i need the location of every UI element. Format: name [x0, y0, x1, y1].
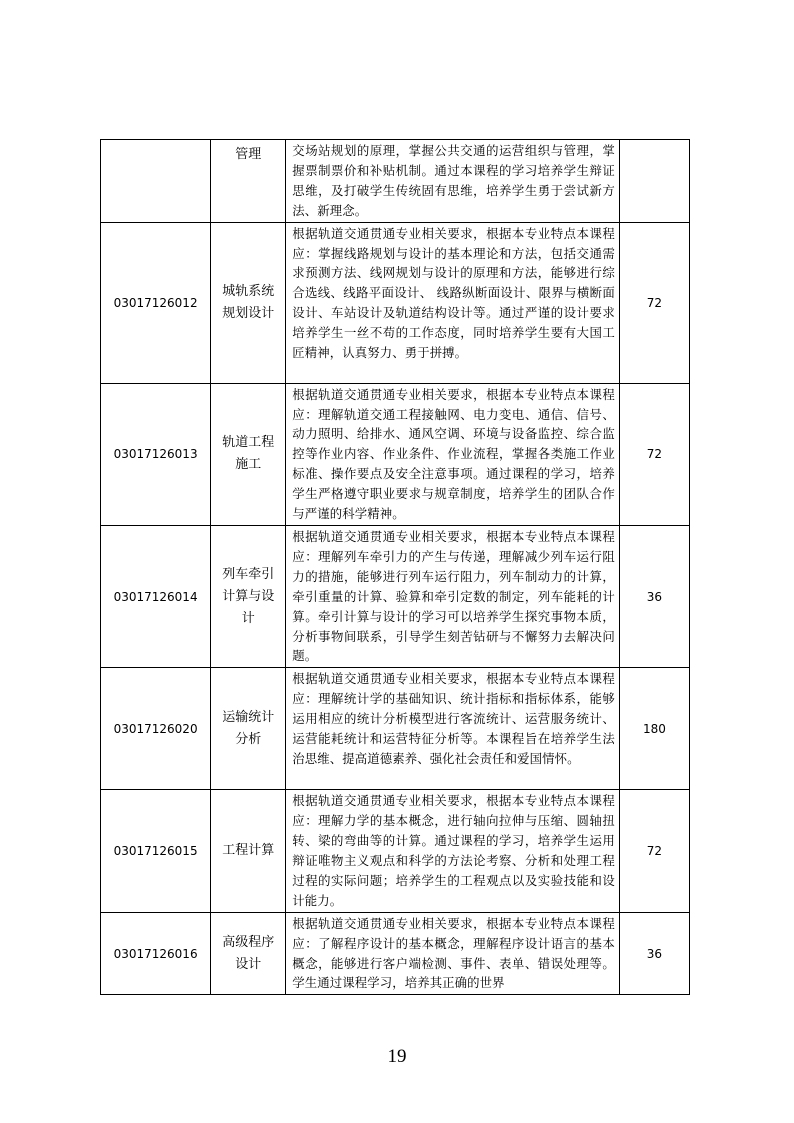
- table-row: [101, 525, 690, 667]
- table-row: [101, 140, 690, 223]
- course-code: 03017126016: [101, 912, 211, 995]
- course-hours: 36: [619, 525, 689, 667]
- course-code: 03017126015: [101, 790, 211, 912]
- course-code: [101, 140, 211, 223]
- course-description: 根据轨道交通贯通专业相关要求，根据本专业特点本课程应：理解力学的基本概念，进行轴向拉伸与压缩、圆轴扭转、梁的弯曲等的计算。通过课程的学习，培养学生运用辩证唯物主义观点和科学的方法论考察、分析和处理工程过程的实际问题；培养学生的工程观点以及实验技能和设计能力。: [286, 790, 620, 912]
- course-code: 03017126013: [101, 383, 211, 525]
- course-name: 管理: [211, 140, 286, 223]
- course-description: 根据轨道交通贯通专业相关要求，根据本专业特点本课程应：理解统计学的基础知识、统计指标和指标体系，能够运用相应的统计分析模型进行客流统计、运营服务统计、运营能耗统计和运营特征分析等。本课程旨在培养学生法治思维、提高道德素养、强化社会责任和爱国情怀。: [286, 668, 620, 790]
- course-hours: [619, 140, 689, 223]
- course-name: 城轨系统规划设计: [211, 222, 286, 383]
- page-number: 19: [387, 1046, 407, 1067]
- table-row: [101, 222, 690, 383]
- course-name: 工程计算: [211, 790, 286, 912]
- course-name: 高级程序设计: [211, 912, 286, 995]
- course-description: 根据轨道交通贯通专业相关要求，根据本专业特点本课程应：了解程序设计的基本概念，理解程序设计语言的基本概念，能够进行客户端检测、事件、表单、错误处理等。学生通过课程学习，培养其正确的世界: [286, 912, 620, 995]
- course-code: 03017126012: [101, 222, 211, 383]
- course-code: 03017126014: [101, 525, 211, 667]
- course-code: 03017126020: [101, 668, 211, 790]
- course-table: [100, 139, 690, 995]
- table-row: [101, 668, 690, 790]
- course-description: 根据轨道交通贯通专业相关要求，根据本专业特点本课程应：理解列车牵引力的产生与传递，理解减少列车运行阻力的措施，能够进行列车运行阻力，列车制动力的计算，牵引重量的计算、验算和牵引定数的制定，列车能耗的计算。牵引计算与设计的学习可以培养学生探究事物本质，分析事物间联系，引导学生刻苦钻研与不懈努力去解决问题。: [286, 525, 620, 667]
- course-hours: 180: [619, 668, 689, 790]
- course-hours: 72: [619, 222, 689, 383]
- course-description: 交场站规划的原理，掌握公共交通的运营组织与管理，掌握票制票价和补贴机制。通过本课程的学习培养学生辩证思维，及打破学生传统固有思维，培养学生勇于尝试新方法、新理念。: [286, 140, 620, 223]
- course-name: 轨道工程施工: [211, 383, 286, 525]
- table-row: [101, 912, 690, 995]
- course-hours: 36: [619, 912, 689, 995]
- table-row: [101, 790, 690, 912]
- course-name: 运输统计分析: [211, 668, 286, 790]
- course-description: 根据轨道交通贯通专业相关要求，根据本专业特点本课程应：掌握线路规划与设计的基本理论和方法，包括交通需求预测方法、线网规划与设计的原理和方法，能够进行综合选线、线路平面设计、 线路纵断面设计、限界与横断面设计、车站设计及轨道结构设计等。通过严谨的设计要求培养学生一丝不苟的工作态度，同时培养学生要有大国工匠精神，认真努力、勇于拼搏。: [286, 222, 620, 383]
- course-hours: 72: [619, 790, 689, 912]
- table-row: [101, 383, 690, 525]
- course-hours: 72: [619, 383, 689, 525]
- course-name: 列车牵引计算与设计: [211, 525, 286, 667]
- course-description: 根据轨道交通贯通专业相关要求，根据本专业特点本课程应：理解轨道交通工程接触网、电力变电、通信、信号、动力照明、给排水、通风空调、环境与设备监控、综合监控等作业内容、作业条件、作业流程，掌握各类施工作业标准、操作要点及安全注意事项。通过课程的学习，培养学生严格遵守职业要求与规章制度，培养学生的团队合作与严谨的科学精神。: [286, 383, 620, 525]
